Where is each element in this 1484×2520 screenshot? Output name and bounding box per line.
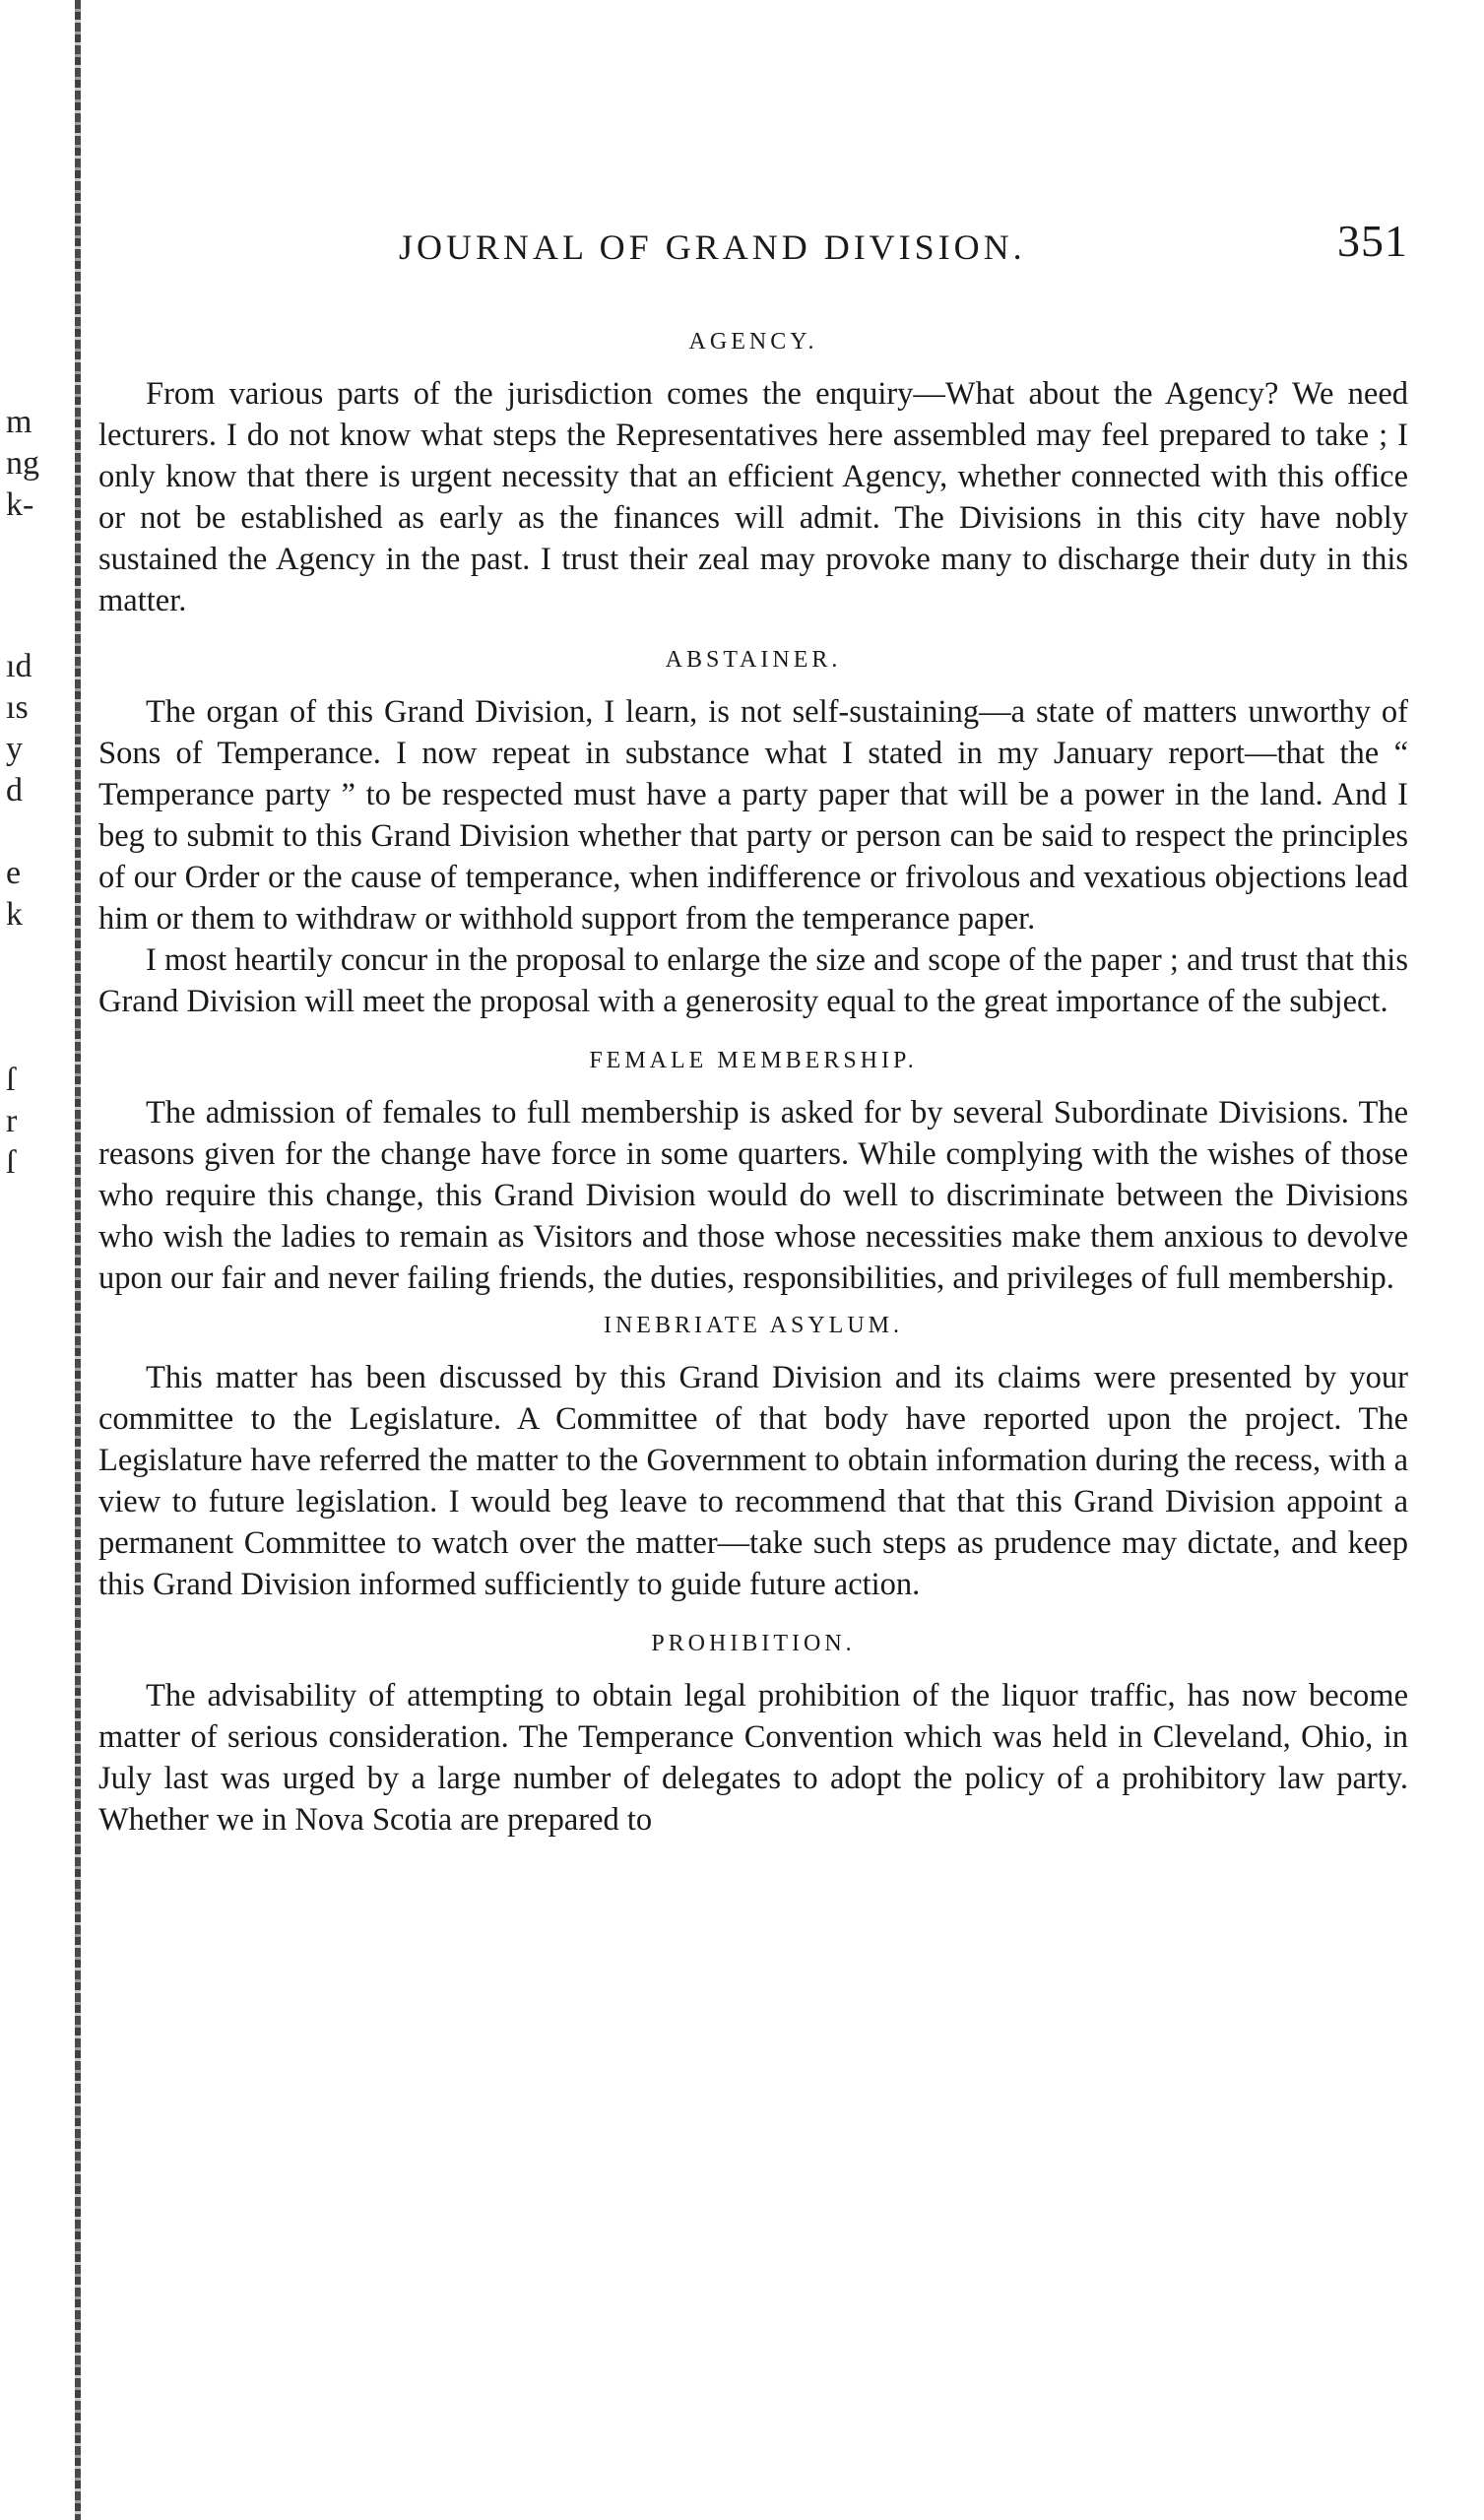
- margin-fragment: e: [6, 855, 22, 891]
- paragraph: From various parts of the jurisdiction comes the enquiry—What about the Agency? We need lecturers. I do not know what steps the Representatives here assembled may feel prepared to take ; I only know that there is urgent necessity that an efficient Agency, whether connected with this office or not be established as early as the finances will admit. The Divisions in this city have nobly sustained the Agency in the past. I trust their zeal may provoke many to discharge their duty in this matter.: [98, 376, 1408, 618]
- page-number: 351: [1337, 216, 1408, 266]
- running-title: JOURNAL OF GRAND DIVISION.: [399, 227, 1026, 267]
- margin-fragment: d: [6, 772, 23, 808]
- paragraph: The organ of this Grand Division, I learn, is not self-sustaining—a state of matters unworthy of Sons of Temperance. I now repeat in substance what I stated in my January report—that the “ Temperance party ” to be respected must have a party paper that will be a power in the land. And I beg to submit to this Grand Division whether that party or person can be said to respect the principles of our Order or the cause of temperance, when indifference or frivolous and vexatious objections lead him or them to withdraw or withhold support from the temperance paper.: [98, 694, 1408, 937]
- margin-fragment: r: [6, 1103, 18, 1139]
- running-head: [98, 215, 1408, 274]
- margin-fragment: ıd: [6, 648, 32, 684]
- paragraph: The advisability of attempting to obtain legal prohibition of the liquor traffic, has now become matter of serious consideration. The Temperance Convention which was held in Cleveland, Ohio, in July last was urged by a large number of delegates to adopt the policy of a prohibitory law party. Whether we in Nova Scotia are prepared to: [98, 1678, 1408, 1838]
- section-heading-agency: AGENCY.: [688, 329, 818, 355]
- page-content: [98, 315, 1408, 1841]
- section-heading-abstainer: ABSTAINER.: [665, 647, 842, 673]
- paragraph: I most heartily concur in the proposal to enlarge the size and scope of the paper ; and trust that this Grand Division will meet the proposal with a generosity equal to the great importance of the subject.: [98, 942, 1408, 1019]
- paragraph: The admission of females to full membership is asked for by several Subordinate Divisions. The reasons given for the change have force in some quarters. While complying with the wishes of those who require this change, this Grand Division would do well to discriminate between the Divisions who wish the ladies to remain as Visitors and those whose necessities make them anxious to devolve upon our fair and never failing friends, the duties, responsibilities, and privileges of full membership.: [98, 1095, 1408, 1296]
- section-heading-female-membership: FEMALE MEMBERSHIP.: [589, 1048, 918, 1073]
- margin-fragment: ng: [6, 445, 39, 482]
- margin-fragment: ſ: [6, 1062, 16, 1098]
- margin-fragment: ſ: [6, 1144, 16, 1181]
- margin-fragment: y: [6, 731, 23, 767]
- binding-gutter-rule: [75, 0, 81, 2520]
- margin-fragment: k: [6, 896, 23, 933]
- paragraph: This matter has been discussed by this Grand Division and its claims were presented by your committee to the Legislature. A Committee of that body have reported upon the project. The Legislature have referred the matter to the Government to obtain information during the recess, with a view to future legislation. I would beg leave to recommend that that this Grand Division appoint a permanent Committee to watch over the matter—take such steps as prudence may dictate, and keep this Grand Division informed sufficiently to guide future action.: [98, 1360, 1408, 1602]
- margin-fragment: ıs: [6, 689, 29, 726]
- section-heading-prohibition: PROHIBITION.: [651, 1631, 856, 1656]
- section-heading-inebriate-asylum: INEBRIATE ASYLUM.: [603, 1313, 903, 1338]
- margin-fragment: k-: [6, 486, 34, 523]
- margin-fragment: m: [6, 404, 32, 440]
